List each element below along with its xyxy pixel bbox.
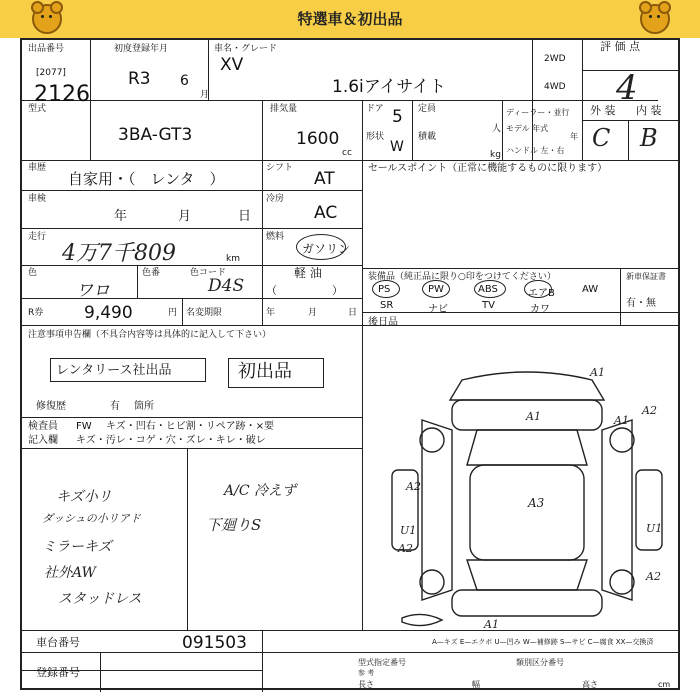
ac-label: 冷房	[266, 194, 285, 204]
price-value: 9,490	[84, 303, 133, 323]
inspector-codes: FW	[76, 421, 92, 432]
handwritten-note: ミラーキズ	[42, 539, 112, 555]
model-year-label: モデル 年式	[506, 124, 549, 133]
equip-navi: ナビ	[428, 304, 448, 315]
lot-number: 2126	[34, 82, 90, 107]
damage-mark: A2	[398, 542, 413, 555]
load-label: 積載	[418, 132, 437, 142]
history-label: 車歴	[28, 163, 47, 173]
month-unit: 月	[200, 90, 210, 100]
length-label: 長さ	[358, 680, 374, 689]
person-unit: 人	[492, 124, 502, 134]
exterior-grade: C	[592, 124, 611, 152]
warranty-value: 有・無	[626, 298, 656, 309]
registration-label: 登録番号	[36, 666, 80, 679]
shift-label: シフト	[266, 163, 294, 173]
exterior-label: 外 装	[590, 104, 616, 117]
equip-circle-mark	[422, 280, 450, 298]
interior-grade: B	[640, 124, 658, 152]
color-label: 色	[28, 268, 38, 278]
score-value: 4	[616, 68, 638, 108]
name-change-label: 名変期限	[186, 308, 223, 318]
type-number-label: 型式指定番号	[358, 658, 406, 667]
history-value: 自家用・（ レンタ ）	[68, 170, 225, 188]
equip-aw: AW	[582, 284, 599, 295]
fuel-circle-mark	[296, 234, 346, 260]
cm-unit: cm	[658, 680, 671, 689]
color-value: ワロ	[76, 281, 110, 301]
mileage-value: 4万7千809	[62, 241, 176, 266]
damage-mark: A1	[526, 410, 541, 423]
body-shape: W	[390, 139, 404, 155]
repair-parts: 箇所	[134, 401, 154, 412]
damage-legend: A—キズ E—エクボ U—凹み W—補修跡 S—サビ C—腐食 XX—交換済	[432, 638, 654, 646]
score-label: 評 価 点	[600, 40, 640, 53]
handwritten-note: A/C 冷えず	[224, 483, 296, 499]
damage-mark: A2	[406, 480, 421, 493]
model-code: 3BA-GT3	[118, 125, 193, 145]
inspector-row1: キズ・凹右・ヒビ割・リペア跡・×要	[106, 421, 274, 432]
interior-label: 内 装	[636, 104, 662, 117]
equip-circle-mark	[474, 280, 506, 298]
mileage-label: 走行	[28, 232, 47, 242]
entry-label: 記入欄	[28, 435, 58, 446]
height-label: 高さ	[582, 680, 598, 689]
inspector-row2: キズ・汚レ・コゲ・穴・ズレ・キレ・破レ	[76, 435, 266, 446]
drive-4wd: 4WD	[544, 82, 566, 92]
registration-era: R3	[128, 69, 151, 89]
change-day: 日	[348, 308, 358, 318]
displacement-label: 排気量	[270, 104, 298, 114]
equip-circle-mark	[372, 280, 400, 298]
lot-label: 出品番号	[28, 44, 65, 54]
damage-mark: A1	[484, 618, 499, 631]
equip-leather: カワ	[530, 304, 550, 315]
damage-mark: A3	[528, 496, 545, 510]
fuel-diesel: 軽 油	[294, 266, 322, 280]
price-unit: 円	[168, 308, 178, 318]
sales-point-label: セールスポイント（正常に機能するものに限ります）	[368, 163, 608, 174]
rental-stamp-text: レンタリース社出品	[56, 363, 172, 378]
door-count: 5	[392, 107, 403, 127]
width-label: 幅	[472, 680, 480, 689]
first-registration-label: 初度登録年月	[114, 44, 169, 54]
equip-circle-mark	[524, 280, 552, 298]
equip-sr: SR	[380, 300, 394, 311]
inspection-month: 月	[178, 209, 192, 224]
equipment-label: 装備品（純正品に限り○印をつけてください）	[368, 272, 556, 282]
car-name-label: 車名・グレード	[214, 44, 278, 54]
fuel-gas: ガソリン	[302, 242, 351, 256]
auction-sheet	[20, 38, 680, 690]
price-label: R券	[28, 308, 44, 318]
color-code-label: 色コード	[190, 268, 227, 278]
shape-label: 形状	[366, 132, 385, 142]
fuel-label: 燃料	[266, 232, 285, 242]
change-year: 年	[266, 308, 276, 318]
damage-mark: A1	[614, 414, 629, 427]
bear-mascot-icon	[32, 4, 62, 34]
change-month: 月	[308, 308, 318, 318]
bear-mascot-icon	[640, 4, 670, 34]
car-name: XV	[220, 55, 244, 75]
inspector-label: 検査員	[28, 421, 58, 432]
equip-tv: TV	[482, 300, 495, 311]
km-unit: km	[226, 254, 240, 264]
inspection-year: 年	[114, 209, 128, 224]
handle-label: ハンドル 左・右	[506, 146, 565, 155]
notes-label: 注意事項申告欄（不具合内容等は具体的に記入して下さい）	[28, 330, 272, 340]
damage-mark: A1	[590, 366, 605, 379]
repair-value: 有	[110, 401, 120, 412]
equip-pw: PW	[428, 284, 444, 295]
damage-mark: A2	[642, 404, 657, 417]
inspection-label: 車検	[28, 194, 47, 204]
ac-value: AC	[314, 203, 338, 223]
handwritten-note: ダッシュの小リアド	[42, 512, 141, 525]
registration-month: 6	[180, 73, 189, 89]
capacity-label: 定員	[418, 104, 437, 114]
handwritten-note: 下廻りS	[206, 516, 262, 534]
equip-airbag: エアB	[528, 288, 555, 299]
damage-mark: U1	[646, 522, 663, 535]
equip-ps: PS	[378, 284, 391, 295]
color-code: D4S	[208, 276, 245, 296]
chassis-value: 091503	[182, 633, 247, 653]
car-grade: 1.6iアイサイト	[332, 77, 447, 97]
handwritten-note: スタッドレス	[58, 591, 142, 607]
door-label: ドア	[366, 104, 384, 114]
handwritten-note: 社外AW	[44, 565, 96, 581]
damage-mark: A2	[646, 570, 661, 583]
model-label: 型式	[28, 104, 47, 114]
displacement-value: 1600	[296, 129, 340, 149]
page-title: 特選車＆初出品	[297, 10, 403, 28]
kg-unit: kg	[490, 150, 501, 160]
car-damage-diagram	[382, 360, 672, 630]
first-listing-text: 初出品	[238, 361, 292, 382]
damage-mark: U1	[400, 524, 417, 537]
category-label: 類別区分番号	[516, 658, 564, 667]
chassis-label: 車台番号	[36, 636, 80, 649]
rear-items-label: 後日品	[368, 317, 398, 328]
handwritten-note: キズ小リ	[56, 489, 112, 505]
warranty-label: 新車保証書	[626, 272, 666, 281]
reference-label: 参 考	[358, 669, 375, 677]
cc-unit: cc	[342, 148, 352, 158]
inspection-day: 日	[238, 209, 252, 224]
dealer-label: ディーラー・並行	[506, 108, 570, 117]
equip-abs: ABS	[478, 284, 498, 295]
shift-value: AT	[314, 169, 335, 189]
repair-label: 修復歴	[36, 401, 66, 412]
year-unit: 年	[570, 132, 578, 141]
fuel-paren: （ ）	[266, 284, 343, 297]
lot-small-number: [2077]	[36, 68, 66, 78]
drive-2wd: 2WD	[544, 54, 566, 64]
color-no-label: 色番	[142, 268, 161, 278]
